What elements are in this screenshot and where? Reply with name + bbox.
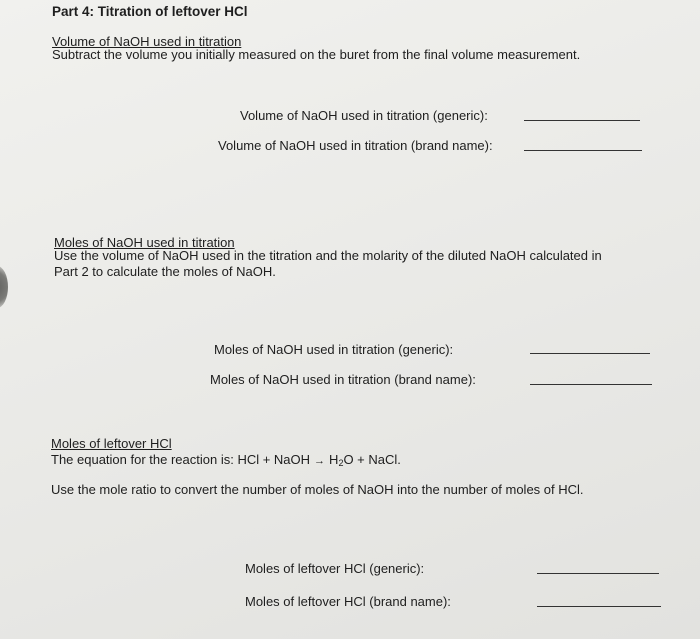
reaction-arrow-icon: → [314,455,326,467]
section1-heading: Volume of NaOH used in titration [52,34,242,49]
section1-instruction: Subtract the volume you initially measured on the buret from the final volume measurement. [52,47,581,62]
part-title: Part 4: Titration of leftover HCl [52,4,248,19]
section2-heading: Moles of NaOH used in titration [54,235,235,250]
section3-instruction: Use the mole ratio to convert the number of moles of NaOH into the number of moles of HCl. [51,482,584,497]
equation-product-h: H [329,452,339,467]
moles-naoh-generic-label: Moles of NaOH used in titration (generic): [214,342,454,357]
moles-hcl-generic-blank[interactable] [537,573,659,574]
moles-hcl-brand-label: Moles of leftover HCl (brand name): [245,594,451,609]
section2-instruction-line2: Part 2 to calculate the moles of NaOH. [54,264,276,279]
moles-naoh-generic-blank[interactable] [530,353,650,354]
volume-generic-label: Volume of NaOH used in titration (generic): [240,108,488,123]
section3-heading: Moles of leftover HCl [51,436,172,451]
moles-naoh-brand-blank[interactable] [530,384,652,385]
page-edge-shadow [0,266,8,308]
moles-hcl-generic-label: Moles of leftover HCl (generic): [245,561,425,576]
reaction-equation [51,452,401,471]
section2-instruction-line1: Use the volume of NaOH used in the titration and the molarity of the diluted NaOH calculated in [54,248,602,263]
moles-naoh-brand-label: Moles of NaOH used in titration (brand name): [210,372,476,387]
moles-hcl-brand-blank[interactable] [537,606,661,607]
volume-generic-blank[interactable] [524,120,640,121]
volume-brand-label: Volume of NaOH used in titration (brand name): [218,138,493,153]
equation-product-subscript: 2 [338,458,344,468]
equation-product-rest: O + NaCl. [343,452,401,467]
volume-brand-blank[interactable] [524,150,642,151]
equation-reactants: The equation for the reaction is: HCl + NaOH [51,452,311,467]
